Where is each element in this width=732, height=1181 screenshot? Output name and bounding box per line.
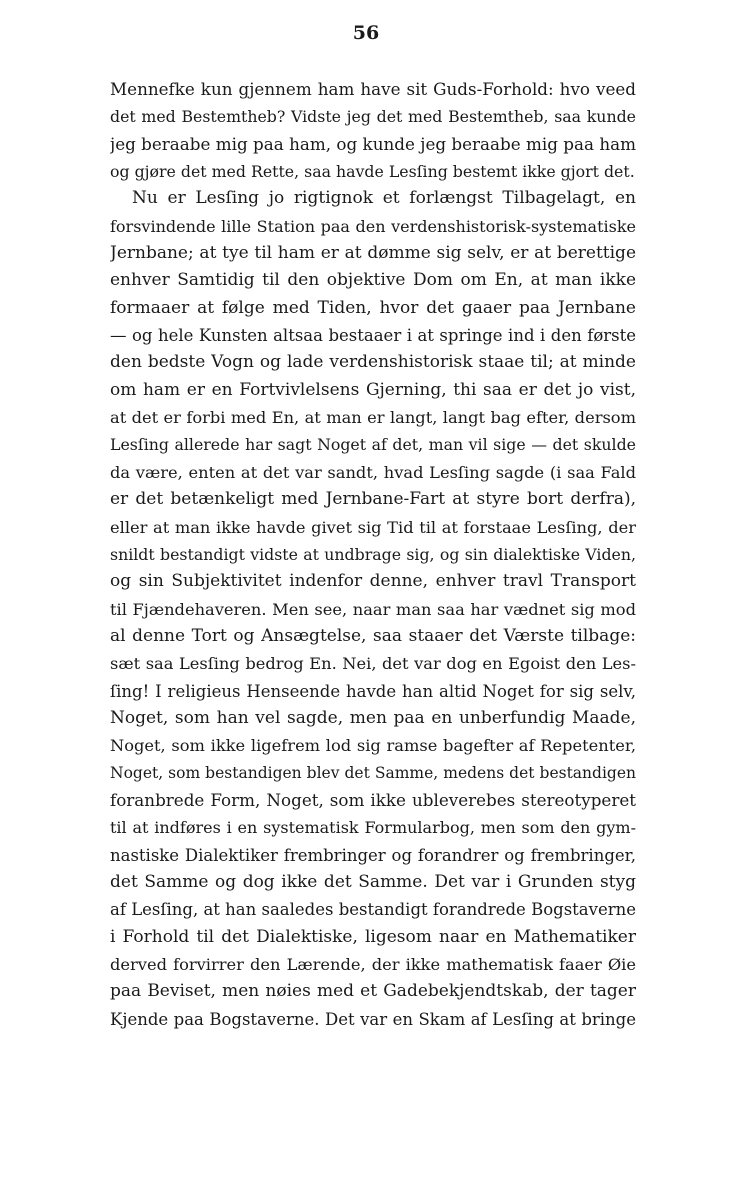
text-line: nastiske Dialektiker frembringer og forandrer og frembringer, [110, 845, 636, 865]
text-line: al denne Tort og Ansægtelse, saa staaer det Værste tilbage: [110, 625, 636, 646]
text-line: Mennefke kun gjennem ham have sit Guds-Forhold: hvo veed [110, 79, 636, 99]
text-line: om ham er en Fortvivlelsens Gjerning, thi saa er det jo vist, [110, 379, 636, 400]
text-line: det med Bestemtheb? Vidste jeg det med Bestemtheb, saa kunde [110, 107, 636, 127]
text-line: at det er forbi med En, at man er langt, langt bag efter, dersom [110, 408, 636, 428]
text-line: Noget, som ikke ligefrem lod sig ramse bagefter af Repetenter, [110, 736, 636, 756]
text-line: Lesſing allerede har sagt Noget af det, man vil sige — det skulde [110, 435, 636, 455]
text-line: til Fjændehaveren. Men see, naar man saa har vædnet sig mod [110, 599, 636, 619]
text-line: sæt saa Lesſing bedrog En. Nei, det var dog en Egoist den Les- [110, 654, 636, 674]
text-line: Kjende paa Bogstaverne. Det var en Skam af Lesſing at bringe [110, 1009, 636, 1029]
text-line: eller at man ikke havde givet sig Tid til at forstaae Lesſing, der [110, 517, 636, 537]
text-line: foranbrede Form, Noget, som ikke ubleverebes stereotyperet [110, 789, 636, 810]
text-line: — og hele Kunsten altsaa bestaaer i at springe ind i den første [110, 326, 636, 346]
text-line: formaaer at følge med Tiden, hvor det gaaer paa Jernbane [110, 297, 636, 318]
text-line: enhver Samtidig til den objektive Dom om En, at man ikke [110, 270, 636, 291]
text-line: snildt bestandigt vidste at undbrage sig, og sin dialektiske Viden, [110, 544, 636, 564]
text-line: da være, enten at det var sandt, hvad Lesſing sagde (i saa Fald [110, 462, 636, 482]
text-line: derved forvirrer den Lærende, der ikke mathematisk faaer Øie [110, 955, 636, 974]
text-line: paa Beviset, men nøies med et Gadebekjendtskab, der tager [110, 981, 636, 1002]
text-line: og gjøre det med Rette, saa havde Lesſing bestemt ikke gjort det. [110, 162, 635, 182]
text-line: Noget, som han vel sagde, men paa en unberfundig Maade, [110, 707, 636, 728]
text-line: jeg beraabe mig paa ham, og kunde jeg beraabe mig paa ham [110, 133, 636, 154]
body-text [110, 76, 636, 1033]
text-line: Nu er Lesſing jo rigtignok et forlængst Tilbagelagt, en [132, 188, 636, 209]
text-line: det Samme og dog ikke det Samme. Det var i Grunden styg [110, 871, 636, 892]
text-line: af Lesſing, at han saaledes bestandigt forandrede Bogstaverne [110, 900, 636, 920]
text-line: ſing! I religieus Henseende havde han altid Noget for sig selv, [110, 681, 636, 701]
text-line: til at indføres i en systematisk Formularbog, men som den gym- [110, 818, 636, 838]
text-line: den bedste Vogn og lade verdenshistorisk staae til; at minde [110, 352, 636, 373]
page-number: 56 [352, 22, 380, 44]
text-line: forsvindende lille Station paa den verdenshistorisk-systematiske [110, 216, 636, 236]
text-line: Jernbane; at tye til ham er at dømme sig selv, er at berettige [110, 243, 636, 264]
text-line: i Forhold til det Dialektiske, ligesom naar en Mathematiker [110, 926, 636, 947]
text-line: Noget, som bestandigen blev det Samme, medens det bestandigen [110, 763, 636, 782]
text-line: er det betænkeligt med Jernbane-Fart at styre bort derfra), [110, 489, 636, 510]
text-line: og sin Subjektivitet indenfor denne, enhver travl Transport [110, 571, 636, 592]
